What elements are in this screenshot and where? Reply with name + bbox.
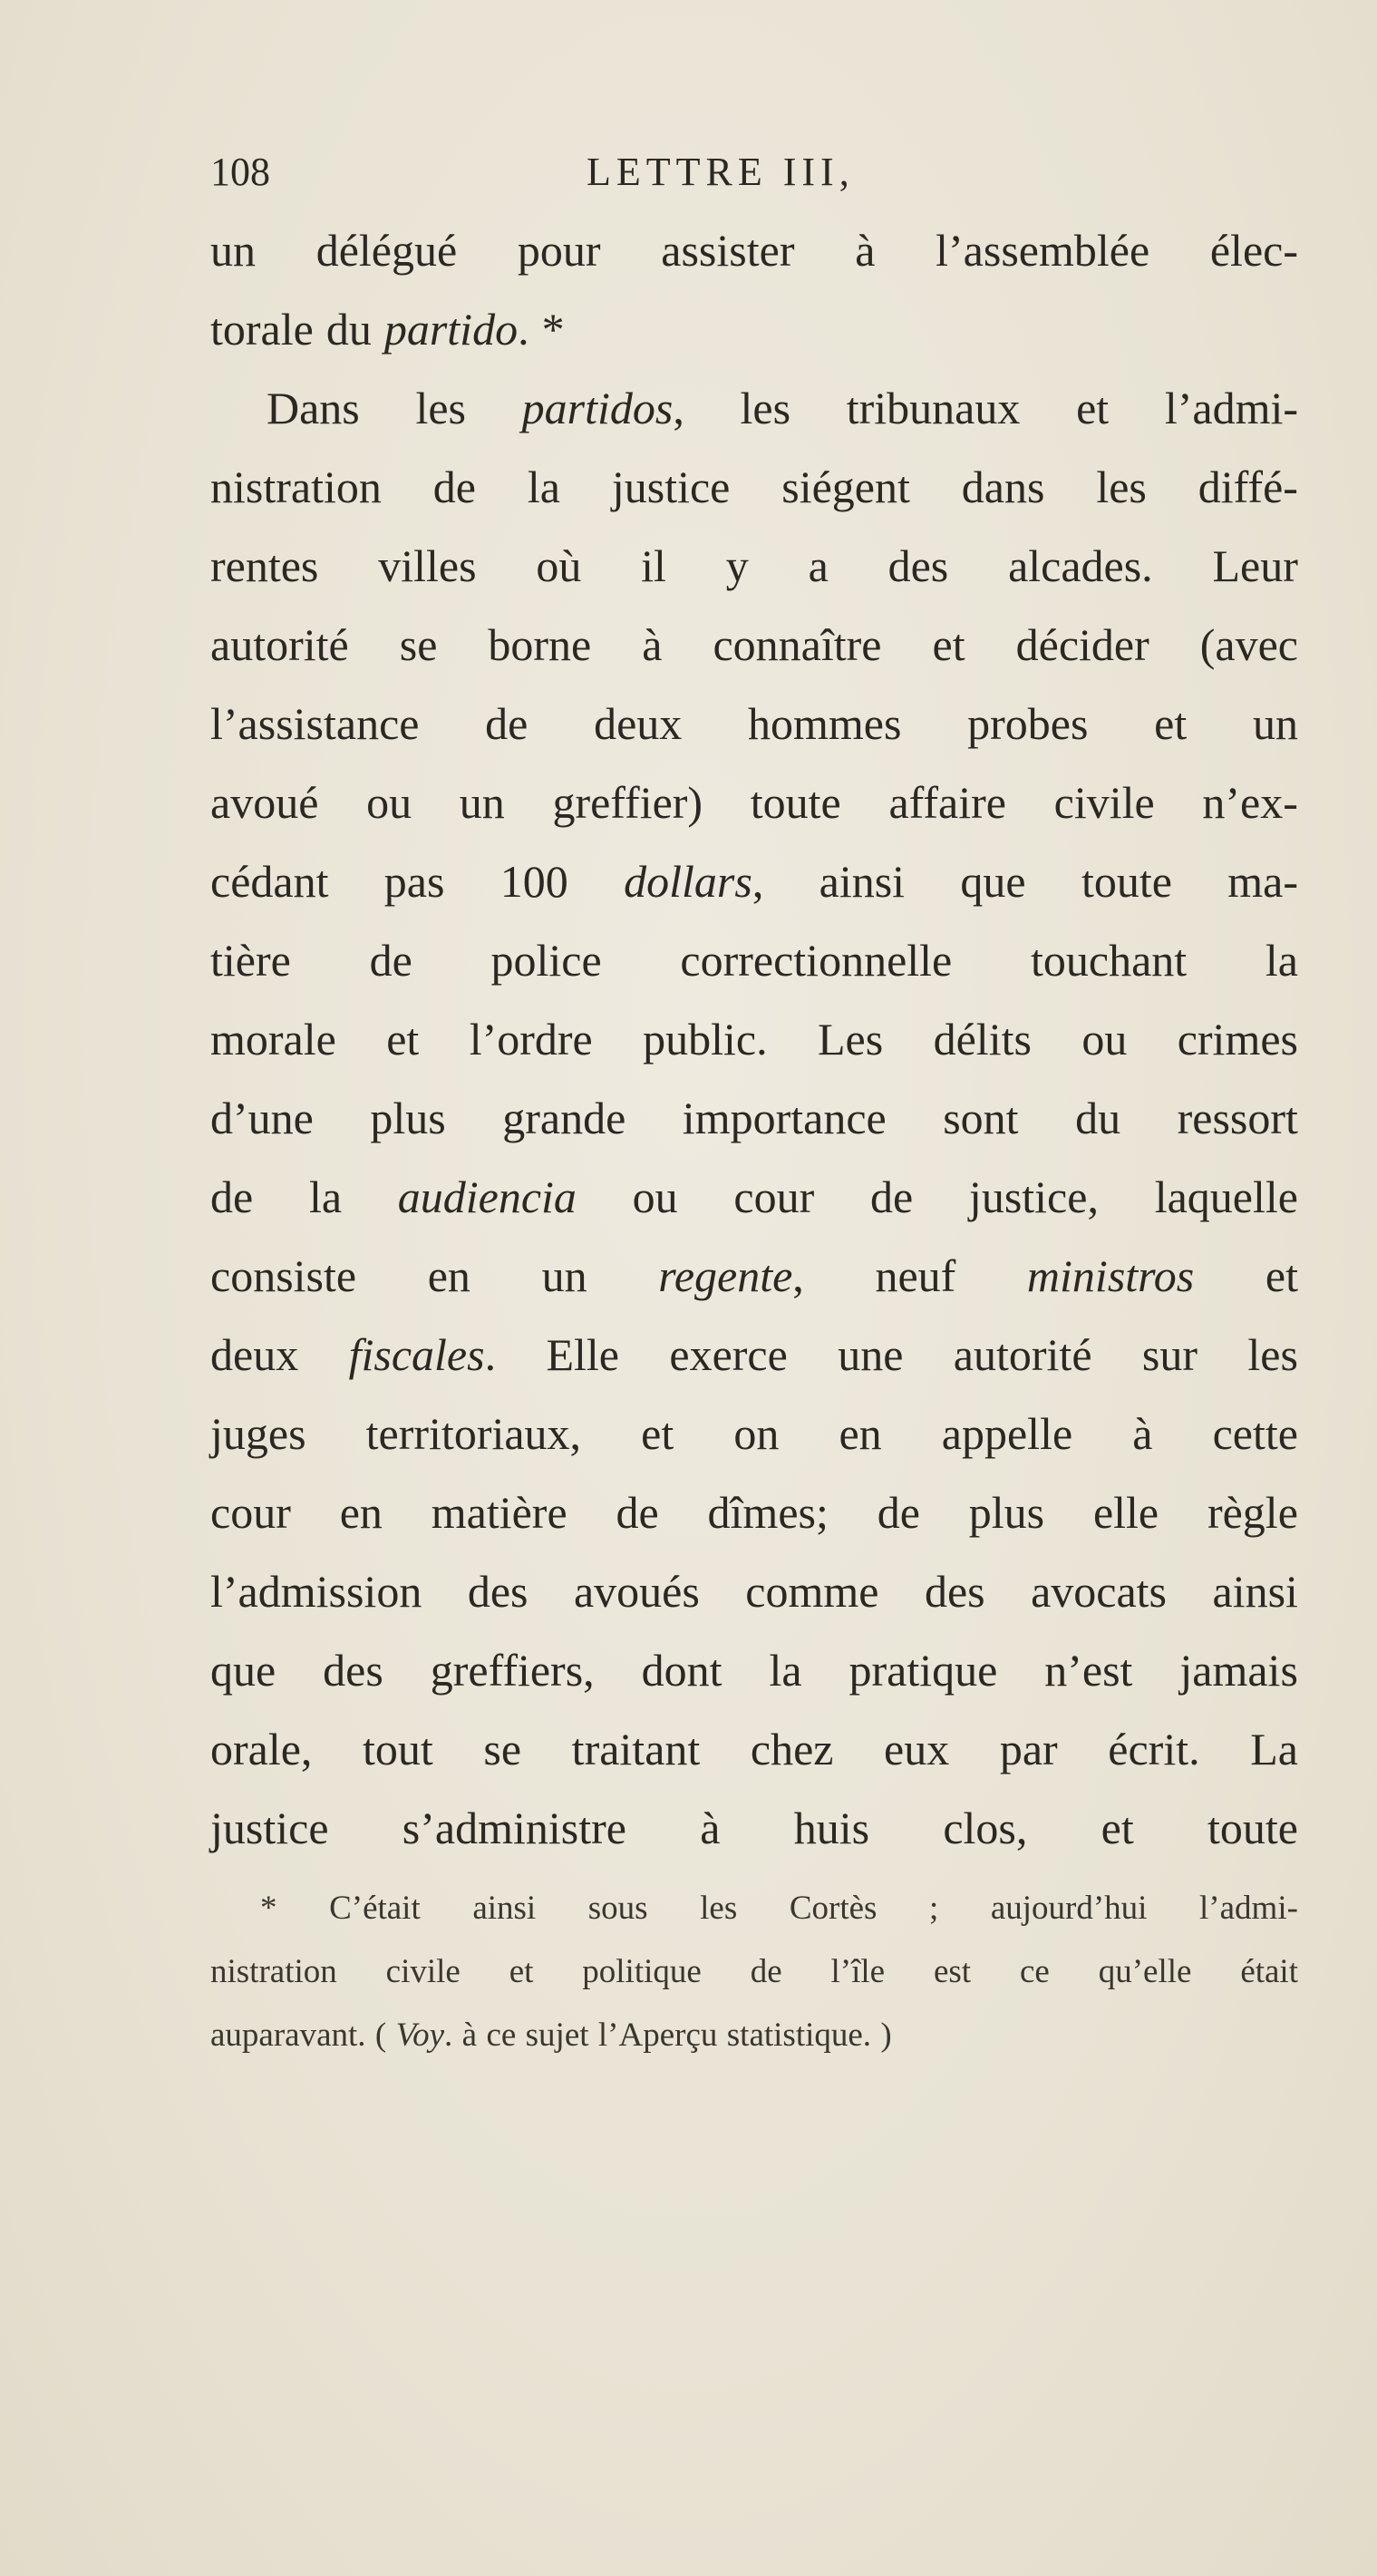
word: que bbox=[960, 856, 1026, 907]
word: ce bbox=[486, 2017, 517, 2054]
word: pas bbox=[383, 856, 445, 907]
word: sont bbox=[943, 1093, 1019, 1143]
text-line bbox=[210, 921, 1298, 1000]
text-line bbox=[210, 1631, 1298, 1710]
word: police bbox=[490, 935, 602, 986]
word: s’administre bbox=[402, 1803, 626, 1853]
word: en bbox=[339, 1487, 383, 1538]
word: des bbox=[887, 540, 949, 591]
word: la bbox=[308, 1171, 343, 1222]
word: hommes bbox=[747, 698, 902, 749]
text-line bbox=[210, 1158, 1298, 1237]
word: un bbox=[459, 777, 505, 828]
word: et bbox=[1265, 1250, 1298, 1301]
word: élec- bbox=[1209, 225, 1298, 276]
word: et bbox=[386, 1014, 420, 1064]
word: les bbox=[740, 383, 791, 433]
word: plus bbox=[968, 1487, 1045, 1538]
word: Voy. bbox=[395, 2017, 453, 2054]
word: cour bbox=[733, 1171, 815, 1222]
footnote-line bbox=[210, 1940, 1298, 2004]
word: à bbox=[700, 1803, 721, 1853]
word: * bbox=[541, 304, 565, 355]
page-header bbox=[210, 145, 1298, 199]
word: eux bbox=[884, 1724, 950, 1774]
word: décider bbox=[1015, 619, 1149, 670]
word: ce bbox=[1019, 1953, 1050, 1990]
word: l’île bbox=[830, 1953, 886, 1990]
word: une bbox=[838, 1329, 904, 1380]
word: l’admission bbox=[210, 1566, 422, 1617]
word: politique bbox=[582, 1953, 702, 1990]
footnote-line bbox=[210, 2004, 1298, 2067]
text-line bbox=[210, 1079, 1298, 1158]
word: connaître bbox=[713, 619, 882, 670]
word: règle bbox=[1207, 1487, 1298, 1538]
footnote bbox=[210, 1877, 1298, 2067]
word: greffiers, bbox=[430, 1645, 595, 1696]
word: ma- bbox=[1227, 856, 1298, 907]
word: borne bbox=[488, 619, 592, 670]
word: aujourd’hui bbox=[990, 1890, 1148, 1927]
word: toute bbox=[1207, 1803, 1298, 1853]
word: autorité bbox=[210, 619, 349, 670]
word: greffier) bbox=[552, 777, 703, 828]
word: il bbox=[641, 540, 666, 591]
word: les bbox=[1247, 1329, 1298, 1380]
word: ou bbox=[366, 777, 412, 828]
word: et bbox=[1154, 698, 1188, 749]
word: dont bbox=[641, 1645, 722, 1696]
word: les bbox=[415, 383, 466, 433]
word: l’assemblée bbox=[936, 225, 1150, 276]
word: à bbox=[855, 225, 876, 276]
word: * bbox=[260, 1890, 277, 1927]
word: auparavant. bbox=[210, 2017, 366, 2054]
word: ( bbox=[374, 2017, 387, 2054]
word: justice, bbox=[968, 1171, 1099, 1222]
word: huis bbox=[793, 1803, 870, 1853]
word: à bbox=[642, 619, 663, 670]
word: neuf bbox=[875, 1250, 956, 1301]
word: morale bbox=[210, 1014, 336, 1064]
word: dîmes; bbox=[707, 1487, 829, 1538]
word: matière bbox=[431, 1487, 567, 1538]
word: partido. bbox=[383, 304, 529, 355]
word: jamais bbox=[1179, 1645, 1298, 1696]
word: du bbox=[325, 304, 372, 355]
word: en bbox=[839, 1408, 882, 1459]
word: cette bbox=[1212, 1408, 1298, 1459]
word: en bbox=[427, 1250, 470, 1301]
page-number: 108 bbox=[210, 150, 270, 194]
word: avoué bbox=[210, 777, 319, 828]
word: a bbox=[808, 540, 829, 591]
word: correctionnelle bbox=[680, 935, 953, 986]
text-line bbox=[210, 763, 1298, 842]
word: nistration bbox=[210, 462, 382, 512]
word: territoriaux, bbox=[365, 1408, 582, 1459]
word: de bbox=[432, 462, 476, 512]
word: probes bbox=[967, 698, 1089, 749]
word: est bbox=[933, 1953, 972, 1990]
word: tout bbox=[363, 1724, 433, 1774]
word: et bbox=[1076, 383, 1110, 433]
text-line bbox=[210, 1316, 1298, 1395]
word: avoués bbox=[573, 1566, 700, 1617]
word: consiste bbox=[210, 1250, 357, 1301]
word: tribunaux bbox=[846, 383, 1021, 433]
text-line bbox=[210, 1000, 1298, 1079]
word: public. bbox=[643, 1014, 768, 1064]
word: de bbox=[210, 1171, 254, 1222]
word: crimes bbox=[1177, 1014, 1298, 1064]
word: la bbox=[1265, 935, 1298, 986]
word: n’ex- bbox=[1202, 777, 1298, 828]
word: comme bbox=[745, 1566, 879, 1617]
text-line bbox=[210, 1473, 1298, 1552]
word: de bbox=[869, 1171, 914, 1222]
word: rentes bbox=[210, 540, 319, 591]
word: se bbox=[483, 1724, 522, 1774]
word: villes bbox=[378, 540, 477, 591]
word: des bbox=[924, 1566, 985, 1617]
word: la bbox=[769, 1645, 802, 1696]
word: n’est bbox=[1044, 1645, 1133, 1696]
word: Leur bbox=[1212, 540, 1298, 591]
text-line bbox=[210, 1395, 1298, 1473]
word: de bbox=[877, 1487, 920, 1538]
word: diffé- bbox=[1198, 462, 1298, 512]
word: sous bbox=[587, 1890, 648, 1927]
word: touchant bbox=[1030, 935, 1188, 986]
word: sujet bbox=[525, 2017, 589, 2054]
word: on bbox=[733, 1408, 780, 1459]
word: et bbox=[509, 1953, 534, 1990]
word: ainsi bbox=[1212, 1566, 1298, 1617]
word: exerce bbox=[669, 1329, 788, 1380]
word: un bbox=[541, 1250, 587, 1301]
word: assister bbox=[661, 225, 795, 276]
word: nistration bbox=[210, 1953, 337, 1990]
word: justice bbox=[210, 1803, 329, 1853]
word: l’assistance bbox=[210, 698, 420, 749]
word: deux bbox=[210, 1329, 299, 1380]
word: traitant bbox=[571, 1724, 701, 1774]
word: un bbox=[210, 225, 256, 276]
word: pour bbox=[517, 225, 601, 276]
word: avocats bbox=[1031, 1566, 1168, 1617]
word: plus bbox=[370, 1093, 446, 1143]
word: ministros bbox=[1026, 1250, 1195, 1301]
word: deux bbox=[594, 698, 683, 749]
word: La bbox=[1250, 1724, 1298, 1774]
word: Cortès bbox=[789, 1890, 878, 1927]
word: toute bbox=[750, 777, 841, 828]
text-line bbox=[210, 290, 1298, 369]
word: délégué bbox=[315, 225, 458, 276]
text-line bbox=[210, 1237, 1298, 1316]
word: de bbox=[616, 1487, 659, 1538]
word: siégent bbox=[781, 462, 910, 512]
text-line bbox=[210, 606, 1298, 685]
word: juges bbox=[210, 1408, 306, 1459]
word: alcades. bbox=[1008, 540, 1153, 591]
word: orale, bbox=[210, 1724, 313, 1774]
word: 100 bbox=[499, 856, 568, 907]
word: ; bbox=[928, 1890, 939, 1927]
word: par bbox=[999, 1724, 1058, 1774]
word: de bbox=[369, 935, 412, 986]
word: civile bbox=[1053, 777, 1155, 828]
text-line bbox=[210, 685, 1298, 763]
word: de bbox=[750, 1953, 782, 1990]
text-line bbox=[210, 1789, 1298, 1868]
text-line bbox=[210, 211, 1298, 290]
text-line bbox=[210, 1710, 1298, 1789]
word: ou bbox=[632, 1171, 678, 1222]
word: appelle bbox=[941, 1408, 1073, 1459]
word: cédant bbox=[210, 856, 329, 907]
word: et bbox=[932, 619, 965, 670]
word: était bbox=[1240, 1953, 1298, 1990]
word: chez bbox=[750, 1724, 834, 1774]
word: partidos, bbox=[521, 383, 684, 433]
body-text bbox=[210, 211, 1298, 1868]
running-head: LETTRE III, bbox=[587, 150, 855, 194]
word: ainsi bbox=[472, 1890, 537, 1927]
word: que bbox=[210, 1645, 276, 1696]
word: civile bbox=[385, 1953, 461, 1990]
word: la bbox=[527, 462, 560, 512]
word: cour bbox=[210, 1487, 291, 1538]
word: ainsi bbox=[819, 856, 906, 907]
word: de bbox=[485, 698, 528, 749]
word: où bbox=[536, 540, 582, 591]
word: Elle bbox=[546, 1329, 619, 1380]
word: l’Aperçu bbox=[597, 2017, 718, 2054]
word: l’admi- bbox=[1199, 1890, 1298, 1927]
word: Dans bbox=[267, 383, 360, 433]
text-line bbox=[210, 448, 1298, 527]
word: regente, bbox=[658, 1250, 804, 1301]
word: et bbox=[1101, 1803, 1134, 1853]
word: qu’elle bbox=[1098, 1953, 1192, 1990]
word: un bbox=[1252, 698, 1298, 749]
word: pratique bbox=[849, 1645, 998, 1696]
word: à bbox=[1132, 1408, 1153, 1459]
word: statistique. bbox=[726, 2017, 872, 2054]
word: fiscales. bbox=[348, 1329, 497, 1380]
word: délits bbox=[933, 1014, 1032, 1064]
word: des bbox=[467, 1566, 528, 1617]
word: dollars, bbox=[624, 856, 764, 907]
word: et bbox=[641, 1408, 674, 1459]
word: toute bbox=[1081, 856, 1172, 907]
word: elle bbox=[1092, 1487, 1159, 1538]
word: écrit. bbox=[1108, 1724, 1200, 1774]
word: à bbox=[461, 2017, 478, 2054]
word: sur bbox=[1141, 1329, 1198, 1380]
word: l’admi- bbox=[1164, 383, 1298, 433]
word: clos, bbox=[943, 1803, 1028, 1853]
word: laquelle bbox=[1154, 1171, 1298, 1222]
word: ) bbox=[880, 2017, 892, 2054]
footnote-line bbox=[210, 1877, 1298, 1940]
text-line bbox=[210, 1552, 1298, 1631]
word: justice bbox=[611, 462, 731, 512]
word: torale bbox=[210, 304, 314, 355]
word: Les bbox=[818, 1014, 884, 1064]
word: l’ordre bbox=[469, 1014, 593, 1064]
text-line bbox=[210, 369, 1298, 448]
word: ressort bbox=[1177, 1093, 1298, 1143]
word: du bbox=[1075, 1093, 1121, 1143]
word: les bbox=[1096, 462, 1147, 512]
word: dans bbox=[961, 462, 1045, 512]
word: C’était bbox=[329, 1890, 421, 1927]
word: d’une bbox=[210, 1093, 314, 1143]
word: affaire bbox=[888, 777, 1006, 828]
word: importance bbox=[682, 1093, 887, 1143]
word: autorité bbox=[953, 1329, 1092, 1380]
word: se bbox=[399, 619, 438, 670]
text-line bbox=[210, 842, 1298, 921]
word: y bbox=[725, 540, 749, 591]
text-line bbox=[210, 527, 1298, 606]
word: les bbox=[700, 1890, 738, 1927]
word: ou bbox=[1081, 1014, 1128, 1064]
word: des bbox=[323, 1645, 383, 1696]
word: audiencia bbox=[397, 1171, 577, 1222]
word: grande bbox=[502, 1093, 626, 1143]
word: (avec bbox=[1199, 619, 1298, 670]
word: tière bbox=[210, 935, 291, 986]
